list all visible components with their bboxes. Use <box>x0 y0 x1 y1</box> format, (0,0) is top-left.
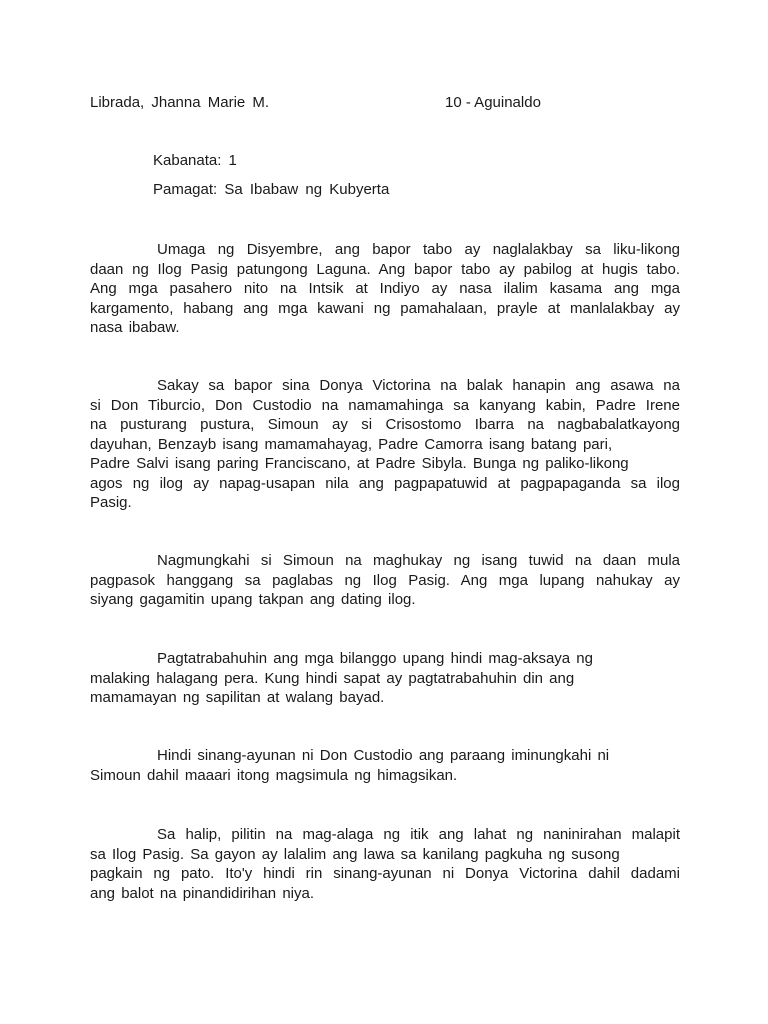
summary-paragraph-5 <box>90 746 680 785</box>
student-name: Librada, Jhanna Marie M. <box>90 94 270 111</box>
summary-paragraph-3 <box>90 551 680 610</box>
paragraph-line: si Don Tiburcio, Don Custodio na namamahinga sa kanyang kabin, Padre Irene <box>90 396 680 414</box>
paragraph-line: mamamayan ng sapilitan at walang bayad. <box>90 689 385 706</box>
paragraph-line: daan ng Ilog Pasig patungong Laguna. Ang bapor tabo ay pabilog at hugis tabo. <box>90 260 680 278</box>
paragraph-line: na pusturang pustura, Simoun ay si Crisostomo Ibarra na nagbabalatkayong <box>90 416 680 433</box>
class-section: 10 - Aguinaldo <box>445 94 541 111</box>
paragraph-line: sa Ilog Pasig. Sa gayon ay lalalim ang lawa sa kanilang pagkuha ng susong <box>90 845 620 863</box>
paragraph-line: Sakay sa bapor sina Donya Victorina na balak hanapin ang asawa na <box>157 377 680 394</box>
summary-paragraph-2 <box>90 376 680 513</box>
paragraph-line: agos ng ilog ay napag-usapan nila ang pagpapatuwid at pagpapaganda sa ilog <box>90 474 680 492</box>
paragraph-line: Pasig. <box>90 494 132 511</box>
chapter-number: Kabanata: 1 <box>153 152 237 169</box>
summary-paragraph-4 <box>90 649 680 708</box>
paragraph-line: Nagmungkahi si Simoun na maghukay ng isang tuwid na daan mula <box>157 552 680 569</box>
paragraph-line: Ang mga pasahero nito na Intsik at Indiyo ay nasa ilalim kasama ang mga <box>90 280 680 297</box>
paragraph-line: malaking halagang pera. Kung hindi sapat ay pagtatrabahuhin din ang <box>90 669 575 687</box>
paragraph-line: Pagtatrabahuhin ang mga bilanggo upang hindi mag-aksaya ng <box>157 650 593 667</box>
paragraph-line: pagpasok hanggang sa paglabas ng Ilog Pasig. Ang mga lupang nahukay ay <box>90 571 680 589</box>
paragraph-line: kargamento, habang ang mga kawani ng pamahalaan, prayle at manlalakbay ay <box>90 299 680 317</box>
paragraph-line: dayuhan, Benzayb isang mamamahayag, Padre Camorra isang batang pari, <box>90 435 613 453</box>
paragraph-line: ang balot na pinandidirihan niya. <box>90 884 314 902</box>
paragraph-line: Sa halip, pilitin na mag-alaga ng itik ang lahat ng naninirahan malapit <box>157 826 680 843</box>
summary-paragraph-1 <box>90 240 680 338</box>
document-header <box>90 93 690 113</box>
summary-paragraph-6 <box>90 825 680 903</box>
paragraph-line: pagkain ng pato. Ito'y hindi rin sinang-ayunan ni Donya Victorina dahil dadami <box>90 865 680 882</box>
paragraph-line: nasa ibabaw. <box>90 319 180 336</box>
paragraph-line: siyang gagamitin upang takpan ang dating ilog. <box>90 591 416 608</box>
chapter-title: Pamagat: Sa Ibabaw ng Kubyerta <box>153 181 390 198</box>
paragraph-line: Hindi sinang-ayunan ni Don Custodio ang paraang iminungkahi ni <box>157 747 610 764</box>
paragraph-line: Padre Salvi isang paring Franciscano, at Padre Sibyla. Bunga ng paliko-likong <box>90 455 629 472</box>
paragraph-line: Simoun dahil maaari itong magsimula ng himagsikan. <box>90 766 458 784</box>
paragraph-line: Umaga ng Disyembre, ang bapor tabo ay naglalakbay sa liku-likong <box>157 241 680 258</box>
